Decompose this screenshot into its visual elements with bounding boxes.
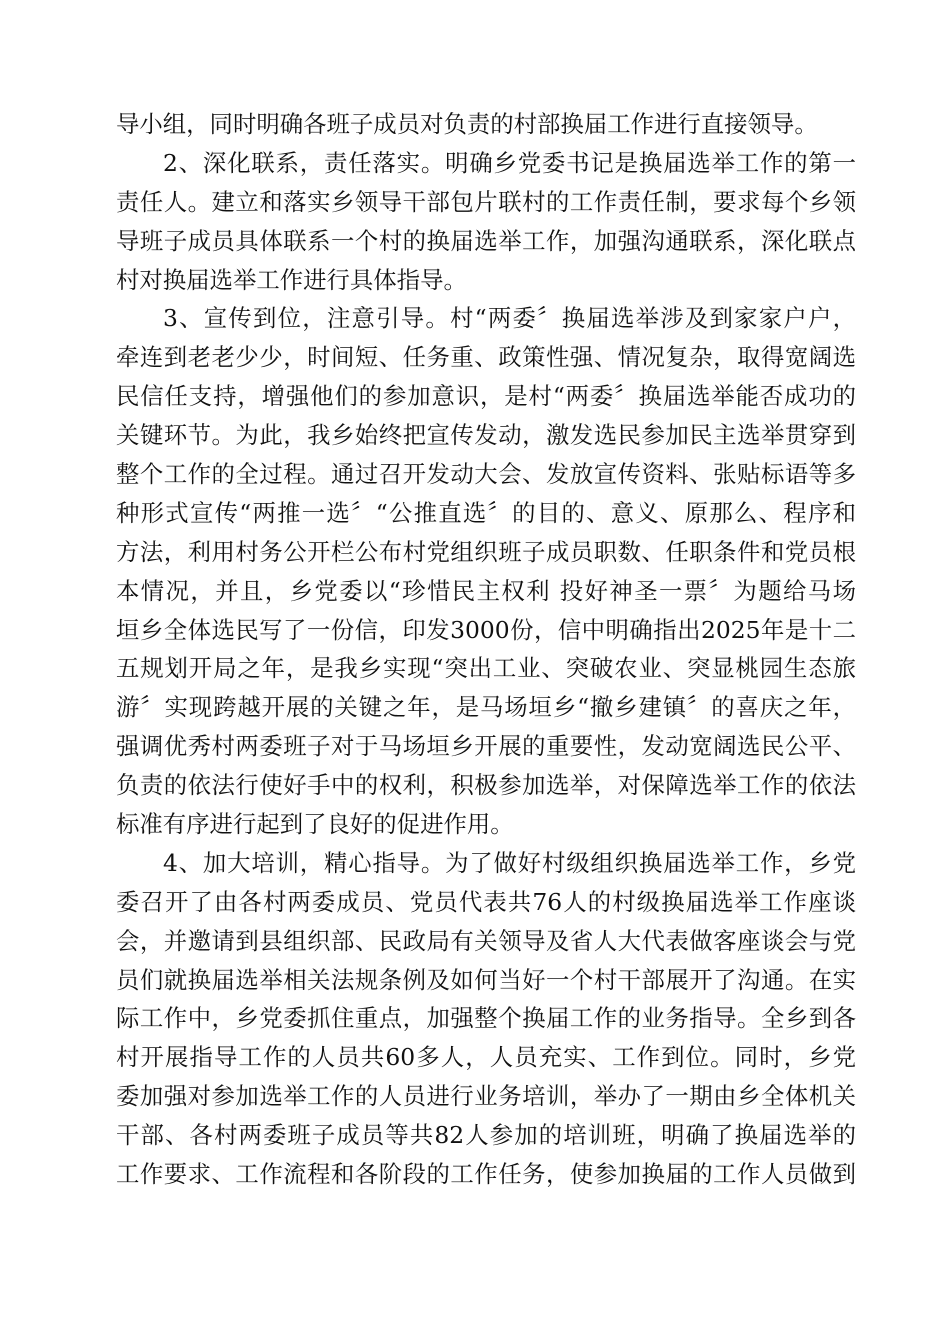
- text-line: 会，并邀请到县组织部、民政局有关领导及省人大代表做客座谈会与党: [116, 926, 856, 955]
- text-line: 委召开了由各村两委成员、党员代表共76人的村级换届选举工作座谈: [116, 887, 856, 916]
- text-line: 际工作中，乡党委抓住重点，加强整个换届工作的业务指导。全乡到各: [116, 1004, 856, 1033]
- text-line: 游〞实现跨越开展的关键之年，是马场垣乡“撤乡建镇〞的喜庆之年，: [116, 693, 856, 722]
- text-line: 方法，利用村务公开栏公布村党组织班子成员职数、任职条件和党员根: [116, 537, 856, 566]
- text-line: 五规划开局之年，是我乡实现“突出工业、突破农业、突显桃园生态旅: [116, 654, 856, 683]
- text-line: 导小组，同时明确各班子成员对负责的村部换届工作进行直接领导。: [116, 110, 818, 138]
- text-line: 民信任支持，增强他们的参加意识，是村“两委〞换届选举能否成功的: [116, 382, 856, 411]
- text-line: 工作要求、工作流程和各阶段的工作任务，使参加换届的工作人员做到: [116, 1160, 856, 1189]
- text-line: 员们就换届选举相关法规条例及如何当好一个村干部展开了沟通。在实: [116, 965, 856, 994]
- paragraph-first-line: 4、加大培训，精心指导。为了做好村级组织换届选举工作，乡党: [163, 848, 856, 877]
- paragraph-first-line: 2、深化联系，责任落实。明确乡党委书记是换届选举工作的第一: [163, 148, 856, 177]
- text-line: 标准有序进行起到了良好的促进作用。: [116, 810, 514, 839]
- text-line: 委加强对参加选举工作的人员进行业务培训，举办了一期由乡全体机关: [116, 1082, 856, 1111]
- text-line: 导班子成员具体联系一个村的换届选举工作，加强沟通联系，深化联点: [116, 226, 856, 255]
- text-line: 干部、各村两委班子成员等共82人参加的培训班，明确了换届选举的: [116, 1121, 856, 1150]
- document-body: [116, 105, 856, 1194]
- text-line: 村开展指导工作的人员共60多人，人员充实、工作到位。同时，乡党: [116, 1043, 856, 1072]
- text-line: 牵连到老老少少，时间短、任务重、政策性强、情况复杂，取得宽阔选: [116, 343, 856, 372]
- text-line: 种形式宣传“两推一选〞“公推直选〞的目的、意义、原那么、程序和: [116, 498, 856, 527]
- paragraph-first-line: 3、宣传到位，注意引导。村“两委〞换届选举涉及到家家户户，: [163, 304, 856, 333]
- text-line: 整个工作的全过程。通过召开发动大会、发放宣传资料、张贴标语等多: [116, 460, 856, 489]
- text-line: 垣乡全体选民写了一份信，印发3000份，信中明确指出2025年是十二: [116, 615, 856, 644]
- text-line: 责任人。建立和落实乡领导干部包片联村的工作责任制，要求每个乡领: [116, 187, 856, 216]
- text-line: 强调优秀村两委班子对于马场垣乡开展的重要性，发动宽阔选民公平、: [116, 732, 856, 761]
- text-line: 本情况，并且，乡党委以“珍惜民主权利 投好神圣一票〞为题给马场: [116, 576, 856, 605]
- text-line: 负责的依法行使好手中的权利，积极参加选举，对保障选举工作的依法: [116, 771, 856, 800]
- text-line: 关键环节。为此，我乡始终把宣传发动，激发选民参加民主选举贯穿到: [116, 421, 856, 450]
- text-line: 村对换届选举工作进行具体指导。: [116, 265, 467, 294]
